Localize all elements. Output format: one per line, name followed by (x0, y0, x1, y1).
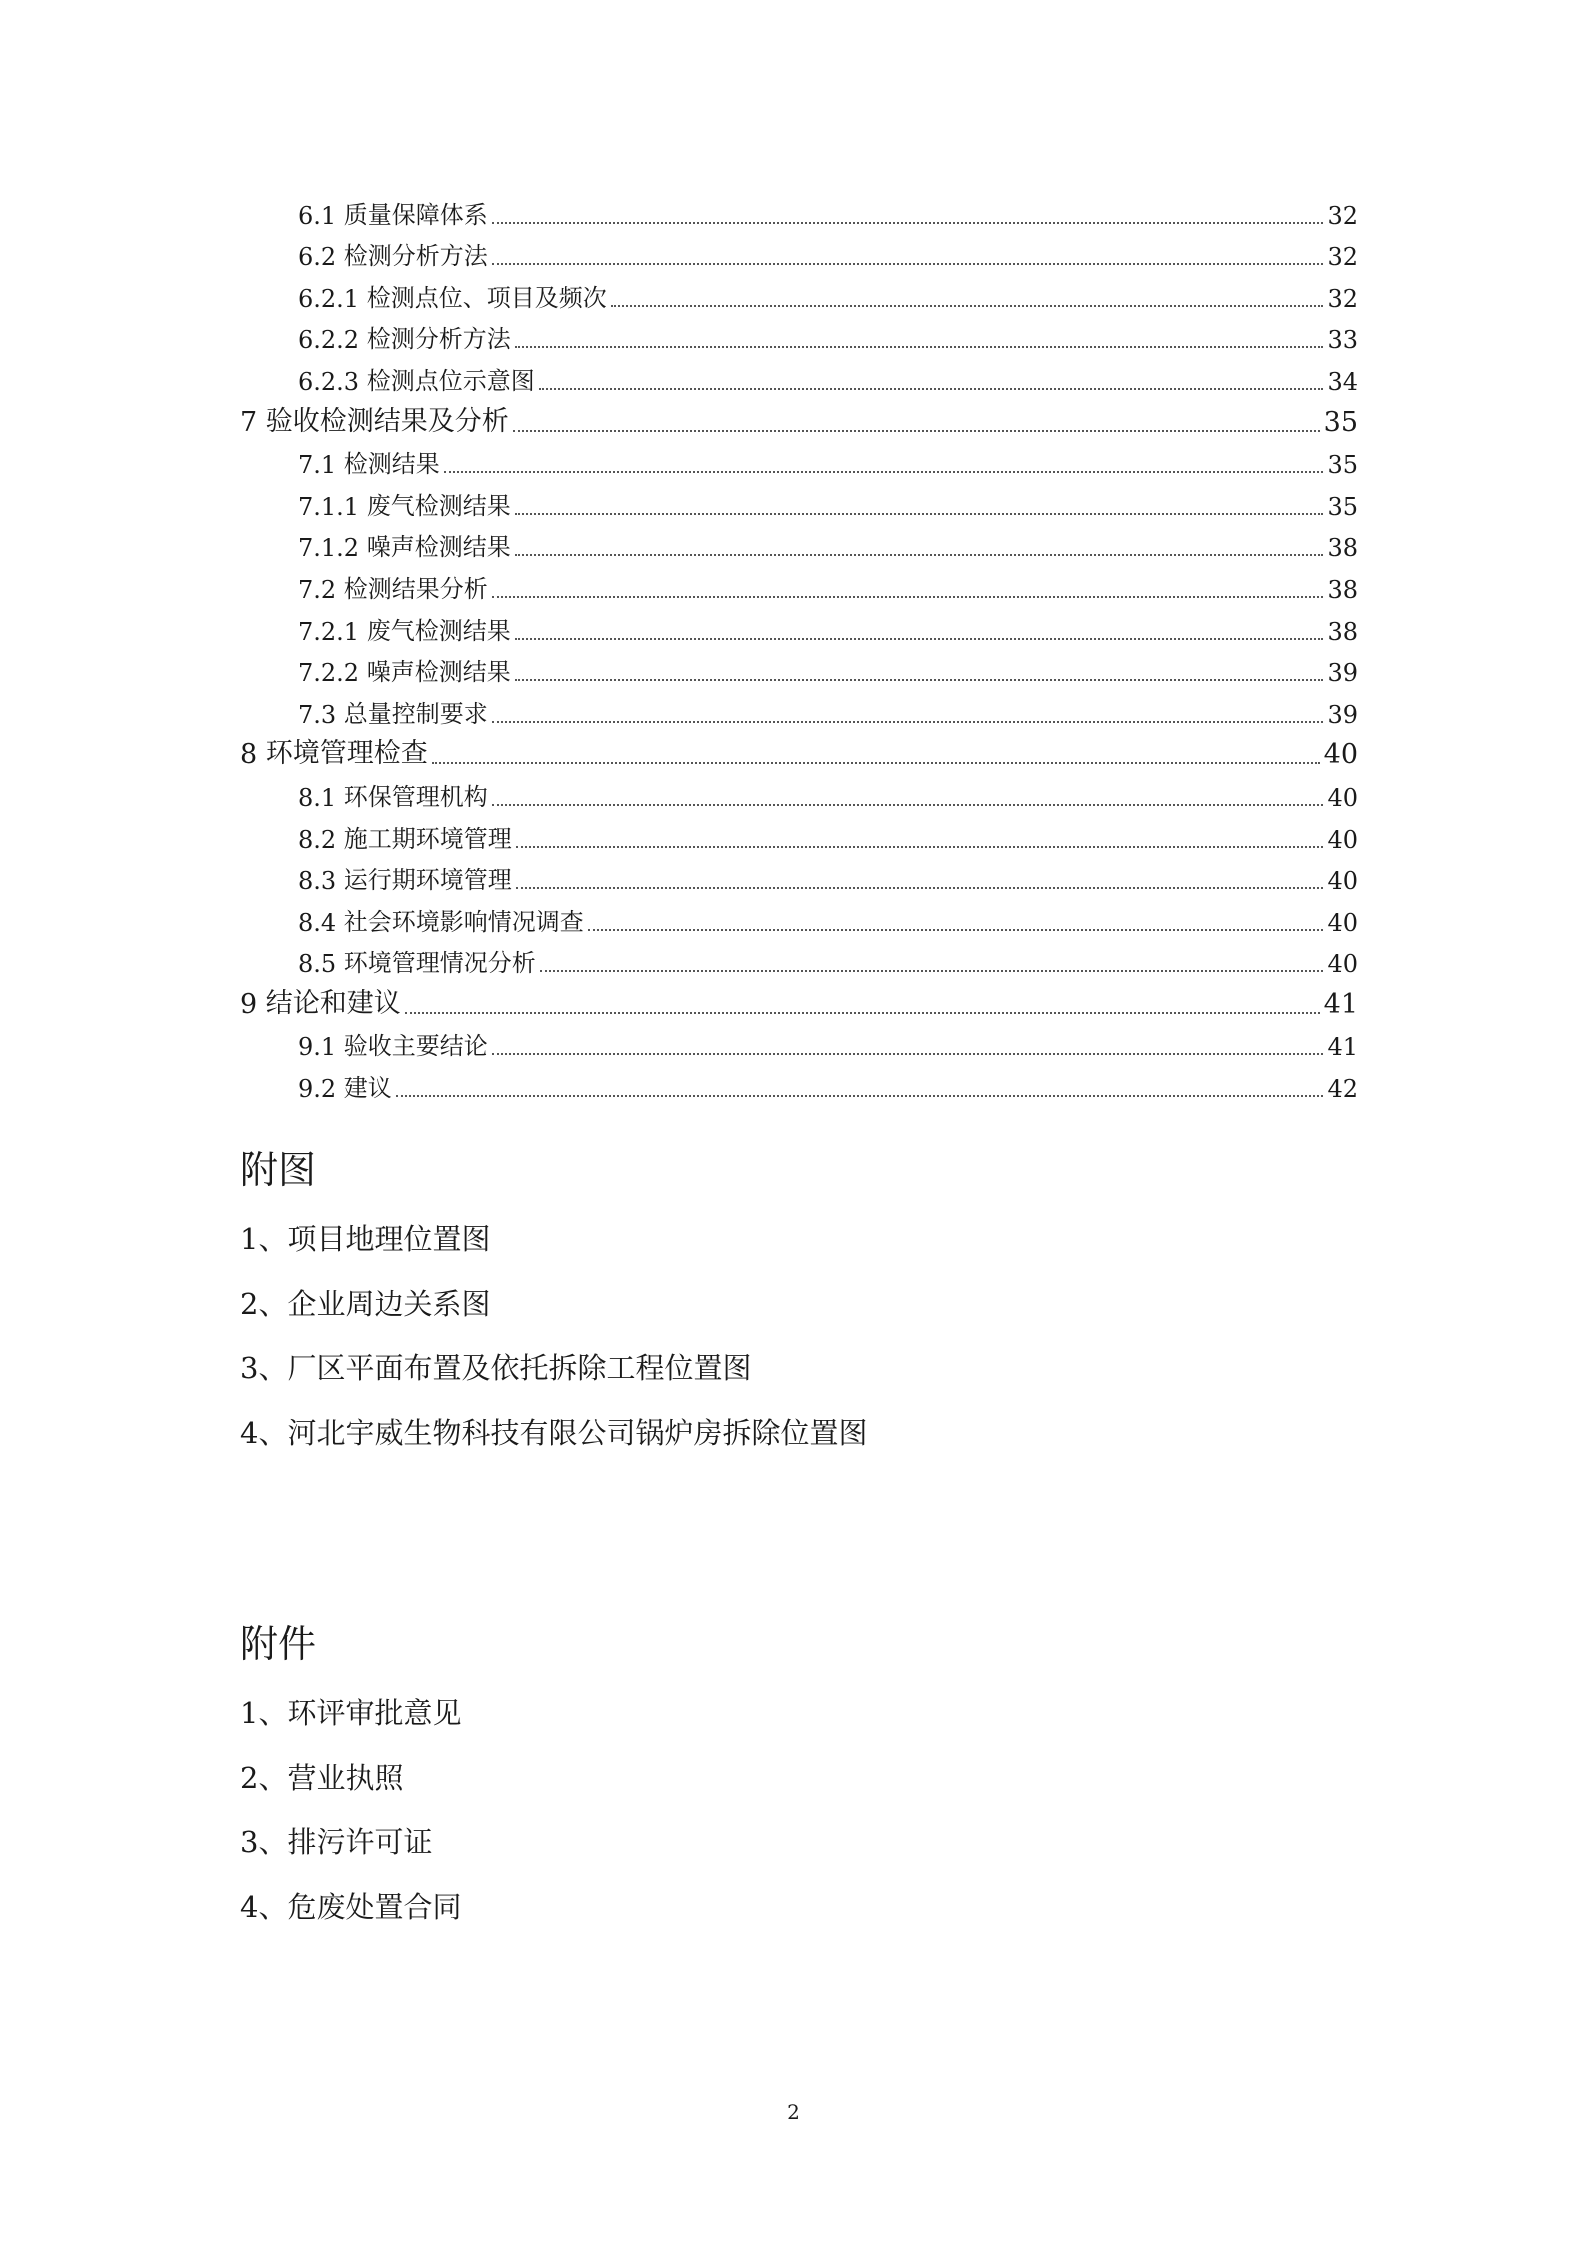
toc-dot-leader (515, 513, 1324, 515)
toc-entry-number: 7.1 (298, 451, 344, 480)
toc-entry[interactable] (240, 358, 1358, 400)
toc-entry[interactable] (240, 400, 1358, 442)
toc-entry-page: 41 (1323, 988, 1358, 1020)
toc-entry-page: 32 (1327, 243, 1358, 272)
toc-entry-title: 验收检测结果及分析 (265, 405, 509, 437)
toc-dot-leader (611, 305, 1324, 307)
toc-entry-title: 环保管理机构 (343, 782, 488, 811)
toc-entry[interactable] (240, 774, 1358, 816)
toc-entry-number: 8.4 (298, 908, 344, 937)
toc-dot-leader (516, 846, 1324, 848)
toc-dot-leader (396, 1095, 1324, 1097)
toc-entry-title: 检测分析方法 (343, 242, 488, 271)
toc-entry[interactable] (240, 483, 1358, 525)
toc-entry-number: 9.1 (298, 1033, 344, 1062)
toc-entry[interactable] (240, 608, 1358, 650)
appendix-documents-section (240, 1622, 462, 1957)
appendix-figures-list (240, 1222, 868, 1483)
toc-entry[interactable] (240, 1024, 1358, 1066)
toc-entry[interactable] (240, 733, 1358, 775)
toc-entry-number: 9.2 (298, 1075, 344, 1104)
toc-dot-leader (516, 887, 1324, 889)
toc-entry-title: 检测点位、项目及频次 (366, 283, 607, 312)
list-item: 4、危废处置合同 (240, 1889, 462, 1924)
toc-dot-leader (492, 1053, 1324, 1055)
toc-entry-title: 检测结果 (343, 450, 440, 479)
toc-entry-number: 7.1.2 (298, 534, 367, 563)
toc-entry[interactable] (240, 858, 1358, 900)
toc-entry[interactable] (240, 317, 1358, 359)
toc-entry-title: 环境管理情况分析 (343, 949, 536, 978)
toc-dot-leader (515, 554, 1324, 556)
toc-entry[interactable] (240, 566, 1358, 608)
toc-entry-number: 7.2.1 (298, 617, 367, 646)
toc-entry-number: 7 (240, 406, 266, 438)
toc-entry-page: 32 (1327, 284, 1358, 313)
toc-entry-page: 41 (1327, 1033, 1358, 1062)
page-number: 2 (787, 2100, 800, 2124)
toc-entry-page: 40 (1327, 908, 1358, 937)
list-item: 1、环评审批意见 (240, 1696, 462, 1730)
toc-entry[interactable] (240, 691, 1358, 733)
toc-entry-page: 42 (1327, 1075, 1358, 1104)
toc-dot-leader (492, 596, 1324, 598)
toc-entry-title: 质量保障体系 (343, 200, 488, 229)
toc-entry-page: 33 (1327, 326, 1358, 355)
toc-entry-number: 6.2 (298, 243, 344, 272)
toc-dot-leader (405, 1012, 1320, 1014)
toc-entry[interactable] (240, 941, 1358, 983)
list-item: 3、厂区平面布置及依托拆除工程位置图 (240, 1351, 752, 1385)
toc-dot-leader (432, 762, 1320, 764)
list-item: 4、河北宇威生物科技有限公司锅炉房拆除位置图 (240, 1415, 868, 1450)
toc-entry-title: 结论和建议 (265, 987, 401, 1019)
toc-entry[interactable] (240, 275, 1358, 317)
appendix-documents-list (240, 1696, 462, 1957)
toc-entry[interactable] (240, 982, 1358, 1024)
toc-entry-number: 7.1.1 (298, 492, 367, 521)
toc-entry-number: 6.1 (298, 201, 344, 230)
table-of-contents (240, 192, 1358, 1107)
toc-entry-number: 7.2 (298, 575, 344, 604)
toc-entry-title: 检测分析方法 (366, 325, 511, 354)
toc-dot-leader (513, 430, 1320, 432)
toc-entry-title: 社会环境影响情况调查 (343, 907, 584, 936)
toc-dot-leader (540, 970, 1324, 972)
toc-entry-title: 废气检测结果 (366, 491, 511, 520)
toc-entry-number: 9 (240, 988, 266, 1020)
toc-entry-page: 40 (1323, 739, 1358, 771)
toc-entry-page: 34 (1327, 367, 1358, 396)
toc-entry-number: 7.3 (298, 700, 344, 729)
toc-dot-leader (588, 929, 1324, 931)
toc-entry-page: 38 (1327, 575, 1358, 604)
toc-entry-page: 39 (1327, 659, 1358, 688)
toc-entry-page: 38 (1327, 534, 1358, 563)
toc-dot-leader (539, 388, 1324, 390)
toc-entry-number: 6.2.1 (298, 284, 367, 313)
toc-entry[interactable] (240, 442, 1358, 484)
toc-entry-page: 40 (1327, 950, 1358, 979)
toc-entry-page: 35 (1327, 451, 1358, 480)
toc-entry-title: 检测点位示意图 (366, 366, 535, 395)
toc-entry[interactable] (240, 899, 1358, 941)
appendix-figures-section (240, 1148, 868, 1483)
toc-entry-title: 噪声检测结果 (366, 658, 511, 687)
toc-entry-number: 8.5 (298, 950, 344, 979)
toc-entry[interactable] (240, 525, 1358, 567)
toc-entry-page: 40 (1327, 783, 1358, 812)
toc-entry-title: 废气检测结果 (366, 616, 511, 645)
toc-entry-page: 38 (1327, 617, 1358, 646)
list-item: 2、营业执照 (240, 1760, 404, 1795)
appendix-documents-heading: 附件 (240, 1622, 317, 1666)
toc-entry[interactable] (240, 1065, 1358, 1107)
toc-entry-number: 6.2.2 (298, 326, 367, 355)
list-item: 1、项目地理位置图 (240, 1222, 491, 1256)
toc-entry-number: 8.2 (298, 825, 344, 854)
toc-entry-number: 8.1 (298, 783, 344, 812)
toc-entry-page: 40 (1327, 825, 1358, 854)
toc-entry-title: 环境管理检查 (265, 738, 428, 770)
toc-entry-title: 检测结果分析 (343, 574, 488, 603)
list-item: 3、排污许可证 (240, 1825, 433, 1859)
toc-dot-leader (444, 471, 1324, 473)
toc-entry-page: 35 (1323, 406, 1358, 438)
toc-entry[interactable] (240, 816, 1358, 858)
toc-entry-title: 总量控制要求 (343, 699, 488, 728)
toc-entry-title: 验收主要结论 (343, 1032, 488, 1061)
toc-dot-leader (515, 638, 1324, 640)
toc-dot-leader (492, 721, 1324, 723)
toc-entry-number: 8.3 (298, 867, 344, 896)
list-item: 2、企业周边关系图 (240, 1286, 491, 1321)
toc-dot-leader (515, 346, 1324, 348)
toc-entry-title: 建议 (343, 1074, 392, 1103)
toc-dot-leader (492, 263, 1324, 265)
toc-entry-title: 施工期环境管理 (343, 824, 512, 853)
toc-entry[interactable] (240, 192, 1358, 234)
toc-entry[interactable] (240, 650, 1358, 692)
toc-dot-leader (492, 222, 1324, 224)
toc-entry-number: 7.2.2 (298, 659, 367, 688)
toc-dot-leader (515, 679, 1324, 681)
toc-entry-title: 噪声检测结果 (366, 533, 511, 562)
toc-entry-page: 32 (1327, 201, 1358, 230)
toc-entry-number: 8 (240, 739, 266, 771)
toc-entry-number: 6.2.3 (298, 367, 367, 396)
toc-entry-title: 运行期环境管理 (343, 866, 512, 895)
toc-entry-page: 39 (1327, 700, 1358, 729)
toc-entry-page: 35 (1327, 492, 1358, 521)
appendix-figures-heading: 附图 (240, 1148, 317, 1192)
toc-dot-leader (492, 804, 1324, 806)
toc-entry-page: 40 (1327, 867, 1358, 896)
toc-entry[interactable] (240, 234, 1358, 276)
